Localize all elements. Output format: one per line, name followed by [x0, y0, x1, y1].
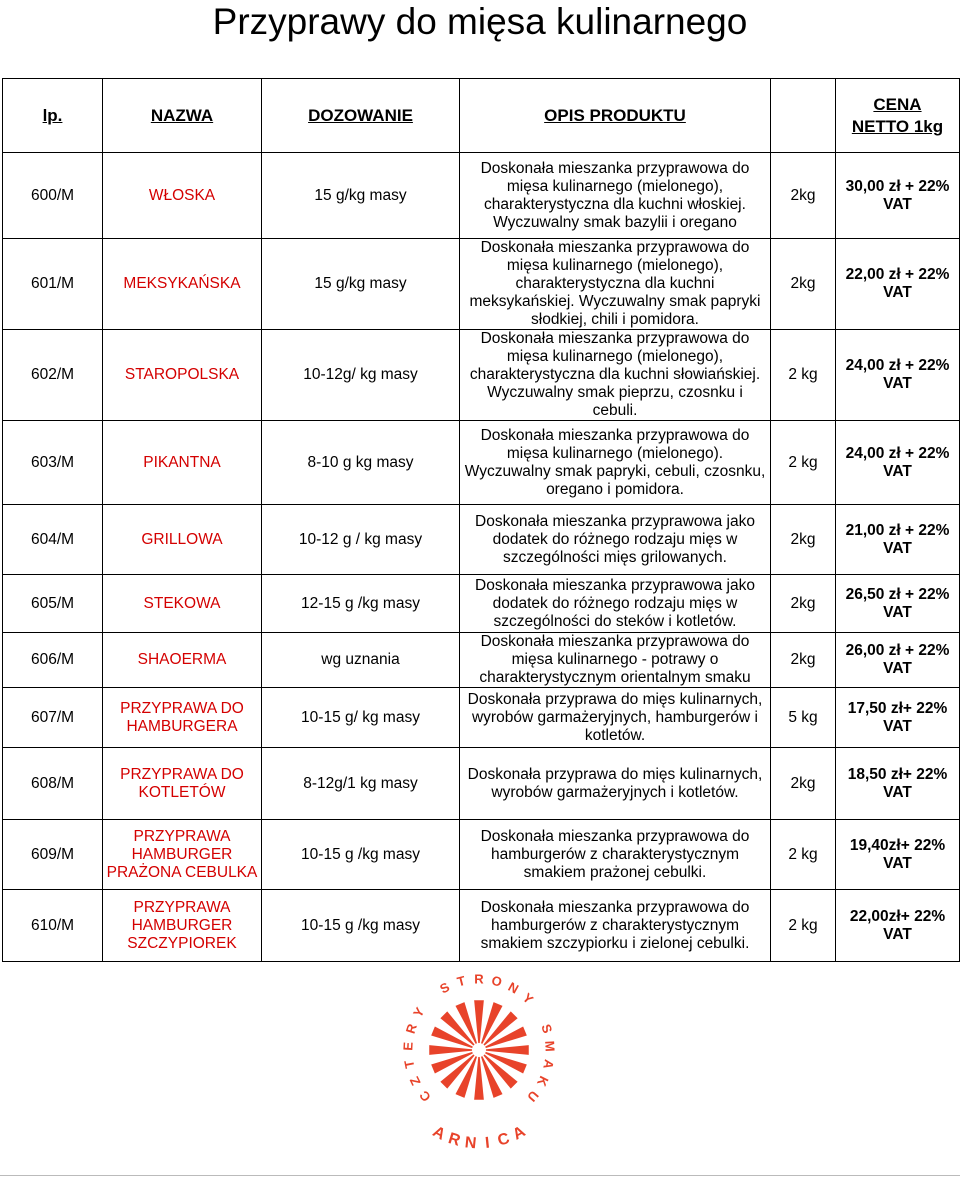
- table-row: [3, 153, 960, 239]
- logo-letter: Y: [519, 990, 537, 1007]
- table-row: [3, 575, 960, 633]
- row-price: 22,00zł+ 22% VAT: [836, 890, 960, 962]
- row-desc: Doskonała mieszanka przyprawowa jako dodatek do różnego rodzaju mięs w szczególności mięs grilowanych.: [460, 505, 771, 575]
- logo-letter: Z: [406, 1074, 424, 1089]
- logo-letter: R: [474, 971, 484, 987]
- logo-center: [472, 1043, 486, 1057]
- row-lp: 609/M: [3, 820, 103, 890]
- row-dosage: 10-12g/ kg masy: [262, 330, 460, 421]
- row-desc: Doskonała przyprawa do mięs kulinarnych, wyrobów garmażeryjnych, hamburgerów i kotletów.: [460, 688, 771, 748]
- table-row: [3, 748, 960, 820]
- company-logo: [398, 960, 560, 1162]
- row-pack: 5 kg: [771, 688, 836, 748]
- header-price-line2: NETTO 1kg: [851, 116, 944, 136]
- row-desc: Doskonała mieszanka przyprawowa do mięsa kulinarnego (mielonego), charakterystyczna dla kuchni słowiańskiej. Wyczuwalny smak pieprzu, czosnku i cebuli.: [460, 330, 771, 421]
- row-name: PRZYPRAWA DO KOTLETÓW: [103, 748, 262, 820]
- row-price: 30,00 zł + 22% VAT: [836, 153, 960, 239]
- row-dosage: 10-12 g / kg masy: [262, 505, 460, 575]
- sun-ray: [429, 1045, 473, 1055]
- header-price: [836, 79, 960, 153]
- logo-letter: E: [400, 1041, 416, 1051]
- logo-letter: S: [437, 979, 453, 997]
- logo-letter: A: [540, 1058, 557, 1071]
- row-price: 24,00 zł + 22% VAT: [836, 330, 960, 421]
- row-pack: 2 kg: [771, 330, 836, 421]
- row-pack: 2kg: [771, 575, 836, 633]
- logo-brand-letter: I: [484, 1134, 491, 1153]
- row-lp: 602/M: [3, 330, 103, 421]
- row-lp: 600/M: [3, 153, 103, 239]
- table-row: [3, 633, 960, 688]
- header-name: NAZWA: [103, 79, 262, 153]
- row-price: 17,50 zł+ 22% VAT: [836, 688, 960, 748]
- row-name: GRILLOWA: [103, 505, 262, 575]
- row-price: 26,00 zł + 22% VAT: [836, 633, 960, 688]
- row-dosage: 15 g/kg masy: [262, 239, 460, 330]
- bottom-divider: [0, 1175, 960, 1176]
- table-row: [3, 239, 960, 330]
- row-price: 22,00 zł + 22% VAT: [836, 239, 960, 330]
- logo-letter: T: [401, 1058, 418, 1070]
- row-pack: 2 kg: [771, 421, 836, 505]
- table-row: [3, 890, 960, 962]
- row-desc: Doskonała mieszanka przyprawowa do mięsa kulinarnego (mielonego), charakterystyczna dla kuchni włoskiej. Wyczuwalny smak bazylii i oregano: [460, 153, 771, 239]
- logo-brand-letter: A: [510, 1123, 529, 1144]
- row-price: 21,00 zł + 22% VAT: [836, 505, 960, 575]
- row-price: 26,50 zł + 22% VAT: [836, 575, 960, 633]
- sun-ray: [485, 1045, 529, 1055]
- row-name: STEKOWA: [103, 575, 262, 633]
- row-dosage: 10-15 g/ kg masy: [262, 688, 460, 748]
- row-desc: Doskonała przyprawa do mięs kulinarnych, wyrobów garmażeryjnych i kotletów.: [460, 748, 771, 820]
- row-pack: 2kg: [771, 748, 836, 820]
- table-header-row: [3, 79, 960, 153]
- row-pack: 2 kg: [771, 820, 836, 890]
- page-title: Przyprawy do mięsa kulinarnego: [212, 1, 748, 42]
- row-dosage: 10-15 g /kg masy: [262, 890, 460, 962]
- logo-letter: T: [455, 972, 467, 990]
- logo-brand-letter: R: [446, 1130, 463, 1150]
- row-name: MEKSYKAŃSKA: [103, 239, 262, 330]
- row-name: SHAOERMA: [103, 633, 262, 688]
- row-desc: Doskonała mieszanka przyprawowa do mięsa kulinarnego - potrawy o charakterystycznym orientalnym smaku: [460, 633, 771, 688]
- logo-letter: U: [524, 1087, 542, 1105]
- row-pack: 2kg: [771, 153, 836, 239]
- logo-brand-letter: C: [495, 1130, 512, 1150]
- logo-brand-text: [430, 1123, 529, 1152]
- logo-letter: Y: [410, 1004, 428, 1020]
- row-pack: 2kg: [771, 633, 836, 688]
- row-lp: 604/M: [3, 505, 103, 575]
- row-lp: 608/M: [3, 748, 103, 820]
- row-lp: 601/M: [3, 239, 103, 330]
- row-desc: Doskonała mieszanka przyprawowa do mięsa kulinarnego (mielonego), charakterystyczna dla kuchni meksykańskiej. Wyczuwalny smak papryki słodkiej, chili i pomidora.: [460, 239, 771, 330]
- logo-letter: R: [402, 1021, 420, 1036]
- logo-brand-letter: N: [464, 1134, 478, 1153]
- table-row: [3, 820, 960, 890]
- logo-letter: C: [416, 1087, 434, 1105]
- row-lp: 610/M: [3, 890, 103, 962]
- header-dosage: DOZOWANIE: [262, 79, 460, 153]
- row-dosage: 15 g/kg masy: [262, 153, 460, 239]
- logo-letter: N: [505, 979, 522, 997]
- row-desc: Doskonała mieszanka przyprawowa jako dodatek do różnego rodzaju mięs w szczególności do steków i kotletów.: [460, 575, 771, 633]
- table-row: [3, 505, 960, 575]
- logo-letter: M: [542, 1040, 558, 1053]
- row-lp: 607/M: [3, 688, 103, 748]
- row-desc: Doskonała mieszanka przyprawowa do hamburgerów z charakterystycznym smakiem prażonej cebulki.: [460, 820, 771, 890]
- row-name: PRZYPRAWA HAMBURGER SZCZYPIOREK: [103, 890, 262, 962]
- table-row: [3, 688, 960, 748]
- header-price-line1: CENA: [873, 94, 922, 114]
- row-dosage: 12-15 g /kg masy: [262, 575, 460, 633]
- row-dosage: wg uznania: [262, 633, 460, 688]
- row-lp: 603/M: [3, 421, 103, 505]
- row-pack: 2kg: [771, 239, 836, 330]
- logo-brand-letter: A: [429, 1123, 448, 1144]
- table-row: [3, 421, 960, 505]
- row-name: PRZYPRAWA DO HAMBURGERA: [103, 688, 262, 748]
- row-price: 18,50 zł+ 22% VAT: [836, 748, 960, 820]
- row-dosage: 10-15 g /kg masy: [262, 820, 460, 890]
- logo-letter: S: [538, 1022, 556, 1036]
- row-dosage: 8-10 g kg masy: [262, 421, 460, 505]
- row-name: PIKANTNA: [103, 421, 262, 505]
- row-price: 19,40zł+ 22% VAT: [836, 820, 960, 890]
- logo-letter: K: [534, 1073, 552, 1089]
- row-lp: 605/M: [3, 575, 103, 633]
- row-pack: 2kg: [771, 505, 836, 575]
- row-lp: 606/M: [3, 633, 103, 688]
- row-name: STAROPOLSKA: [103, 330, 262, 421]
- row-name: WŁOSKA: [103, 153, 262, 239]
- row-dosage: 8-12g/1 kg masy: [262, 748, 460, 820]
- header-lp: lp.: [3, 79, 103, 153]
- row-desc: Doskonała mieszanka przyprawowa do hamburgerów z charakterystycznym smakiem szczypiorku i zielonej cebulki.: [460, 890, 771, 962]
- price-table: [2, 78, 960, 962]
- sun-ray: [474, 1000, 484, 1044]
- logo-letter: O: [489, 972, 504, 990]
- row-name: PRZYPRAWA HAMBURGER PRAŻONA CEBULKA: [103, 820, 262, 890]
- row-pack: 2 kg: [771, 890, 836, 962]
- header-desc: OPIS PRODUKTU: [460, 79, 771, 153]
- row-desc: Doskonała mieszanka przyprawowa do mięsa kulinarnego (mielonego). Wyczuwalny smak papryki, cebuli, czosnku, oregano i pomidora.: [460, 421, 771, 505]
- table-row: [3, 330, 960, 421]
- row-price: 24,00 zł + 22% VAT: [836, 421, 960, 505]
- header-pack: [771, 79, 836, 153]
- sun-ray: [474, 1056, 484, 1100]
